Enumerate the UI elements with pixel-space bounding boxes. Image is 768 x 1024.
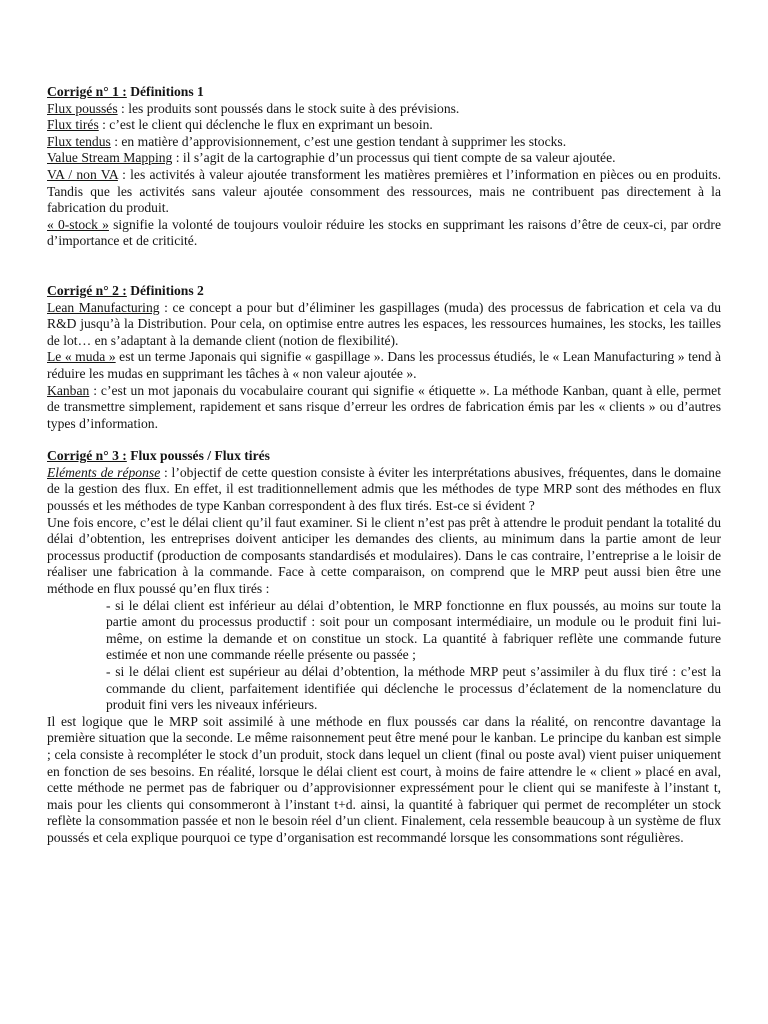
heading-label: Corrigé n° 3 : [47, 448, 127, 464]
section-heading [47, 448, 721, 465]
definition-paragraph [47, 349, 721, 382]
definition-paragraph [47, 101, 721, 118]
section-heading [47, 84, 721, 101]
definition-term: Value Stream Mapping [47, 150, 173, 166]
section-spacer [47, 432, 721, 448]
definition-paragraph [47, 300, 721, 350]
definition-text: : les activités à valeur ajoutée transforment les matières premières et l’information en pièces ou en produits. Tandis que les activités sans valeur ajoutée consomment des ressources, mais ne contribuent pas directement à la fabrication du produit. [47, 166, 721, 216]
section-spacer [47, 250, 721, 283]
definition-text: : ce concept a pour but d’éliminer les gaspillages (muda) des processus de fabrication et cela va du R&D jusqu’à la Distribution. Pour cela, on optimise entre autres les espaces, les ressources humaines, les stocks, les tailles de lot… en s’adaptant à la demande client (notion de flexibilité). [47, 299, 721, 348]
definition-paragraph [47, 117, 721, 134]
definition-paragraph [47, 134, 721, 151]
definition-text: signifie la volonté de toujours vouloir réduire les stocks en supprimant les raisons d’être de ceux-ci, par ordre d’importance et de criticité. [47, 216, 721, 249]
definition-term: Flux tendus [47, 133, 111, 149]
definition-term: Le « muda » [47, 349, 116, 365]
intro-term: Eléments de réponse [47, 464, 161, 480]
body-paragraph: Il est logique que le MRP soit assimilé à une méthode en flux poussés car dans la réalité, on rencontre davantage la première situation que la seconde. Le même raisonnement peut être mené pour le kanban. Le principe du kanban est simple ; cela consiste à recompléter le stock d’un produit, stock dans lequel un client (final ou poste aval) vient puiser uniquement en fonction de ses besoins. En réalité, lorsque le délai client est court, à moins de faire attendre le « client » placé en aval, cette méthode ne permet pas de fabriquer ou d’approvisionner expressément pour le client qui se manifeste à l’instant t, mais pour les clients qui consommeront à l’instant t+d. ainsi, la quantité à fabriquer qui permet de recompléter un stock reflète la consommation passée et non le besoin réel d’un client. Finalement, cela ressemble beaucoup à un système de flux poussés et cela explique pourquoi ce type d’organisation est recommandé lorsque les consommations sont régulières. [47, 713, 721, 845]
definition-text: : les produits sont poussés dans le stock suite à des prévisions. [117, 100, 460, 116]
section-corrige-1 [47, 84, 721, 250]
definition-paragraph [47, 217, 721, 250]
definition-text: : c’est le client qui déclenche le flux en exprimant un besoin. [98, 117, 433, 133]
indented-list-item: - si le délai client est inférieur au délai d’obtention, le MRP fonctionne en flux poussés, au moins sur toute la partie amont du processus productif : soit pour un composant intermédiaire, un module ou le produit fini lui-même, on estime la demande et on constitue un stock. La quantité à fabriquer reflète une commande future estimée et non une commande réelle présente ou passée ; [106, 597, 721, 663]
definition-term: Flux tirés [47, 117, 99, 133]
definition-paragraph [47, 167, 721, 217]
heading-title: Définitions 2 [126, 282, 204, 298]
definition-paragraph [47, 150, 721, 167]
section-corrige-2 [47, 283, 721, 432]
heading-label: Corrigé n° 1 : [47, 84, 127, 99]
definition-paragraph [47, 383, 721, 433]
definition-text: est un terme Japonais qui signifie « gaspillage ». Dans les processus étudiés, le « Lean Manufacturing » tend à réduire les mudas en supprimant les tâches à « non valeur ajoutée ». [47, 349, 722, 381]
heading-title: Définitions 1 [126, 84, 204, 99]
indented-list-item: - si le délai client est supérieur au délai d’obtention, la méthode MRP peut s’assimiler à du flux tiré : c’est la commande du client, parfaitement identifiée qui déclenche le processus d’éclatement de la nomenclature du produit fini vers les niveaux inférieurs. [106, 664, 721, 713]
definition-term: Lean Manufacturing [47, 299, 160, 315]
definition-text: : il s’agit de la cartographie d’un processus qui tient compte de sa valeur ajoutée. [172, 150, 616, 166]
definition-term: « 0-stock » [47, 216, 109, 232]
intro-text: : l’objectif de cette question consiste à éviter les interprétations abusives, fréquentes, dans le domaine de la gestion des flux. En effet, il est traditionnellement admis que les méthodes de type MRP sont des méthodes en flux poussés et les méthodes de type Kanban correspondent à des flux tirés. Est-ce si évident ? [47, 464, 721, 514]
intro-paragraph [47, 465, 721, 515]
heading-title: Flux poussés / Flux tirés [126, 448, 270, 464]
definition-term: Flux poussés [47, 100, 118, 116]
section-heading [47, 283, 721, 300]
section-corrige-3 [47, 448, 721, 846]
document-page [47, 84, 721, 847]
definition-term: Kanban [47, 382, 90, 398]
definition-term: VA / non VA [47, 166, 118, 182]
heading-label: Corrigé n° 2 : [47, 282, 127, 298]
definition-text: : en matière d’approvisionnement, c’est une gestion tendant à supprimer les stocks. [110, 133, 567, 149]
body-paragraph: Une fois encore, c’est le délai client qu’il faut examiner. Si le client n’est pas prêt à attendre le produit pendant la totalité du délai d’obtention, les entreprises doivent anticiper les demandes des clients, au minimum dans la partie amont de leur processus productif (production de composants standardisés et modulaires). Dans le cas contraire, l’entreprise a le loisir de réaliser une fabrication à la commande. Face à cette comparaison, on comprend que le MRP peut aussi bien être une méthode en flux poussé qu’en flux tirés : [47, 514, 721, 597]
definition-text: : c’est un mot japonais du vocabulaire courant qui signifie « étiquette ». La méthode Kanban, quant à elle, permet de transmettre simplement, rapidement et sans risque d’erreur les ordres de fabrication émis par les « clients » ou d’autres types d’information. [47, 382, 721, 431]
